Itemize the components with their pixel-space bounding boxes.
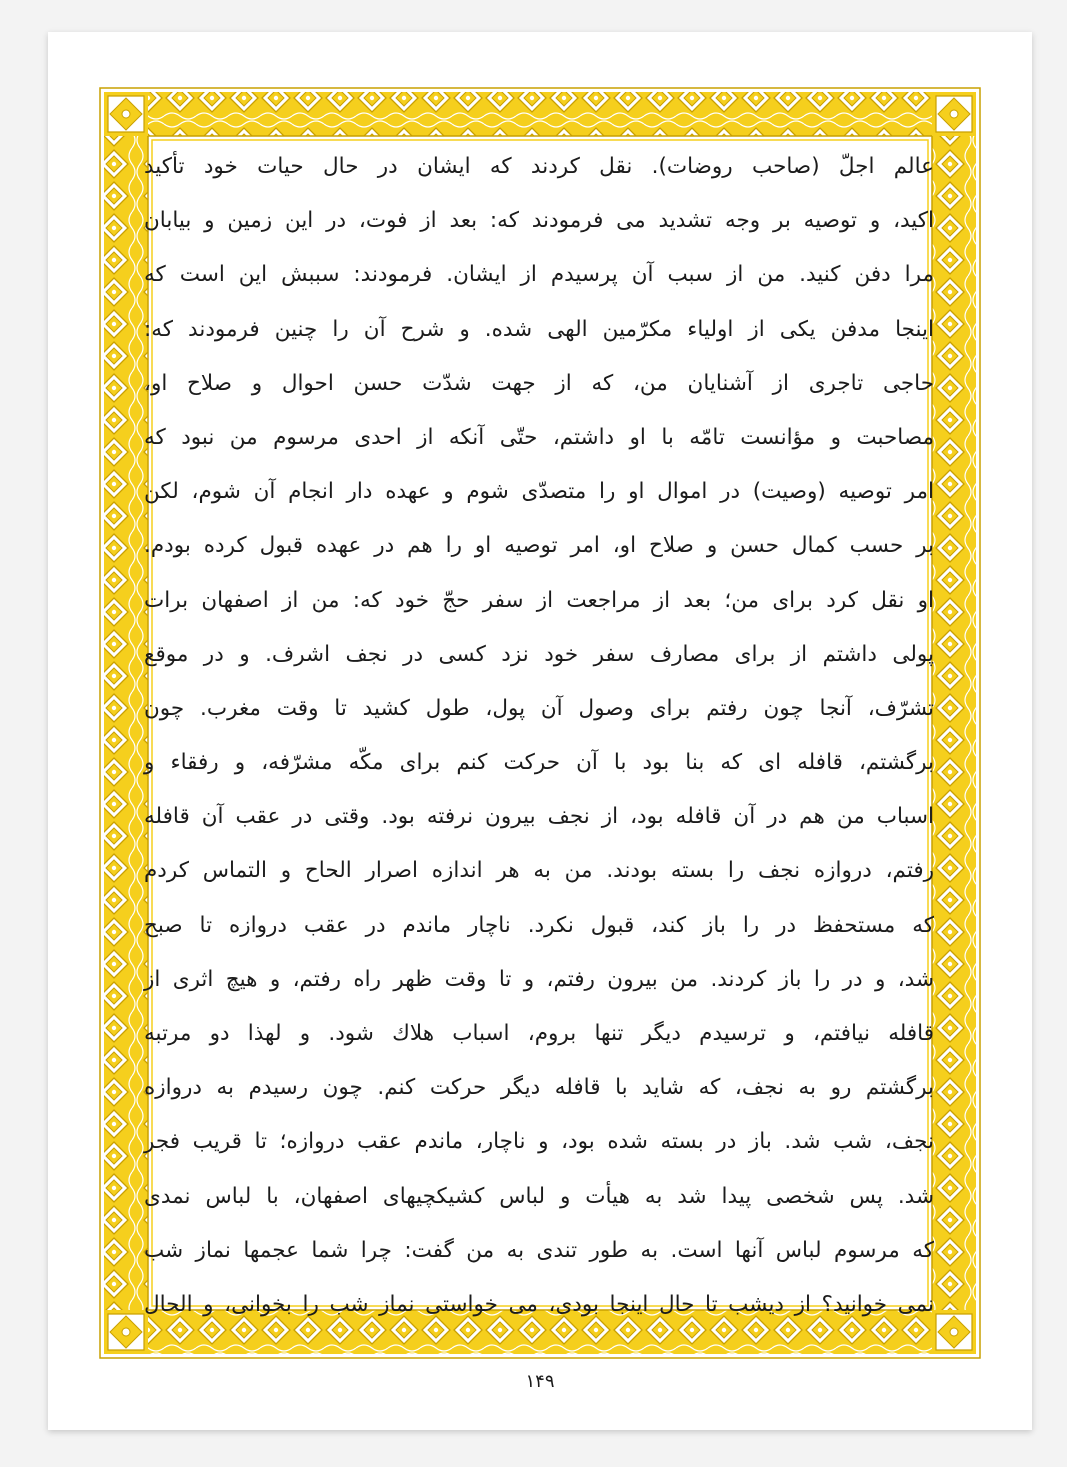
text-line: پولی داشتم از برای مصارف سفر خود نزد کسی در نجف اشرف. و در موقع <box>144 641 934 667</box>
text-line: شد. پس شخصی پیدا شد به هیأت و لباس کشیکچیهای اصفهان، با لباس نمدی <box>144 1183 934 1209</box>
book-page <box>48 32 1032 1430</box>
text-line: رفتم، دروازه نجف را بسته بودند. من به هر اندازه اصرار الحاح و التماس کردم <box>144 858 934 884</box>
text-line: قافله نیافتم، و ترسیدم دیگر تنها بروم، اسباب هلاك شود. و لهذا دو مرتبه <box>144 1021 934 1046</box>
text-line: بر حسب کمال حسن و صلاح او، امر توصیه او را هم در عهده قبول کرده بودم. <box>144 533 934 559</box>
corner-ornament-top-right <box>932 92 976 136</box>
text-line: که مستحفظ در را باز کند، قبول نکرد. ناچار ماندم در عقب دروازه تا صبح <box>144 912 934 938</box>
text-line: اینجا مدفن یکی از اولیاء مکرّمین الهی شده. و شرح آن را چنین فرمودند که: <box>144 316 934 342</box>
text-line: اسباب من هم در آن قافله بود، از نجف بیرون نرفته بود. وقتی در عقب آن قافله <box>144 804 934 830</box>
text-line: امر توصیه (وصیت) در اموال او را متصدّی شوم و عهده دار انجام آن شوم، لکن <box>144 479 934 505</box>
text-line: شد، و در را باز کردند. من بیرون رفتم، و تا وقت ظهر راه رفتم، و هیچ اثری از <box>144 966 934 992</box>
text-line: برگشتم، قافله ای که بنا بود با آن حرکت کنم برای مکّه مشرّفه، و رفقاء و <box>144 750 934 776</box>
text-line: نمی خوانید؟ از دیشب تا حال اینجا بودی، می خواستی نماز شب را بخوانی، و الحال <box>144 1291 934 1317</box>
page-number: ۱۴۹ <box>525 1371 555 1392</box>
corner-ornament-bottom-right <box>932 1310 976 1354</box>
text-line: عالم اجلّ (صاحب روضات). نقل کردند که ایشان در حال حیات خود تأکید <box>144 154 934 179</box>
text-line: تشرّف، آنجا چون رفتم برای وصول آن پول، طول کشید تا وقت مغرب. چون <box>144 695 934 721</box>
text-line: او نقل کرد برای من؛ بعد از مراجعت از سفر حجّ خود که: من از اصفهان برات <box>144 587 934 613</box>
corner-ornament-top-left <box>104 92 148 136</box>
top-border-band <box>104 92 976 136</box>
text-line: مرا دفن کنید. من از سبب آن پرسیدم از ایشان. فرمودند: سببش این است که <box>144 262 934 288</box>
left-border-band <box>104 92 148 1354</box>
page-body-text <box>144 140 934 1332</box>
right-border-band <box>932 92 976 1354</box>
text-line: برگشتم رو به نجف، که شاید با قافله دیگر حرکت کنم. چون رسیدم به دروازه <box>144 1075 934 1101</box>
text-line: اکید، و توصیه بر وجه تشدید می فرمودند که: بعد از فوت، در این زمین و بیابان <box>144 208 934 234</box>
text-line: مصاحبت و مؤانست تامّه با او داشتم، حتّی آنکه از احدی مرسوم من نبود که <box>144 424 934 450</box>
text-line: که مرسوم لباس آنها است. به طور تندی به من گفت: چرا شما عجمها نماز شب <box>144 1237 934 1263</box>
text-line: حاجی تاجری از آشنایان من، که از جهت شدّت حسن احوال و صلاح او، <box>144 370 934 396</box>
text-line: نجف، شب شد. باز در بسته شده بود، و ناچار، ماندم عقب دروازه؛ تا قریب فجر <box>144 1129 934 1155</box>
corner-ornament-bottom-left <box>104 1310 148 1354</box>
